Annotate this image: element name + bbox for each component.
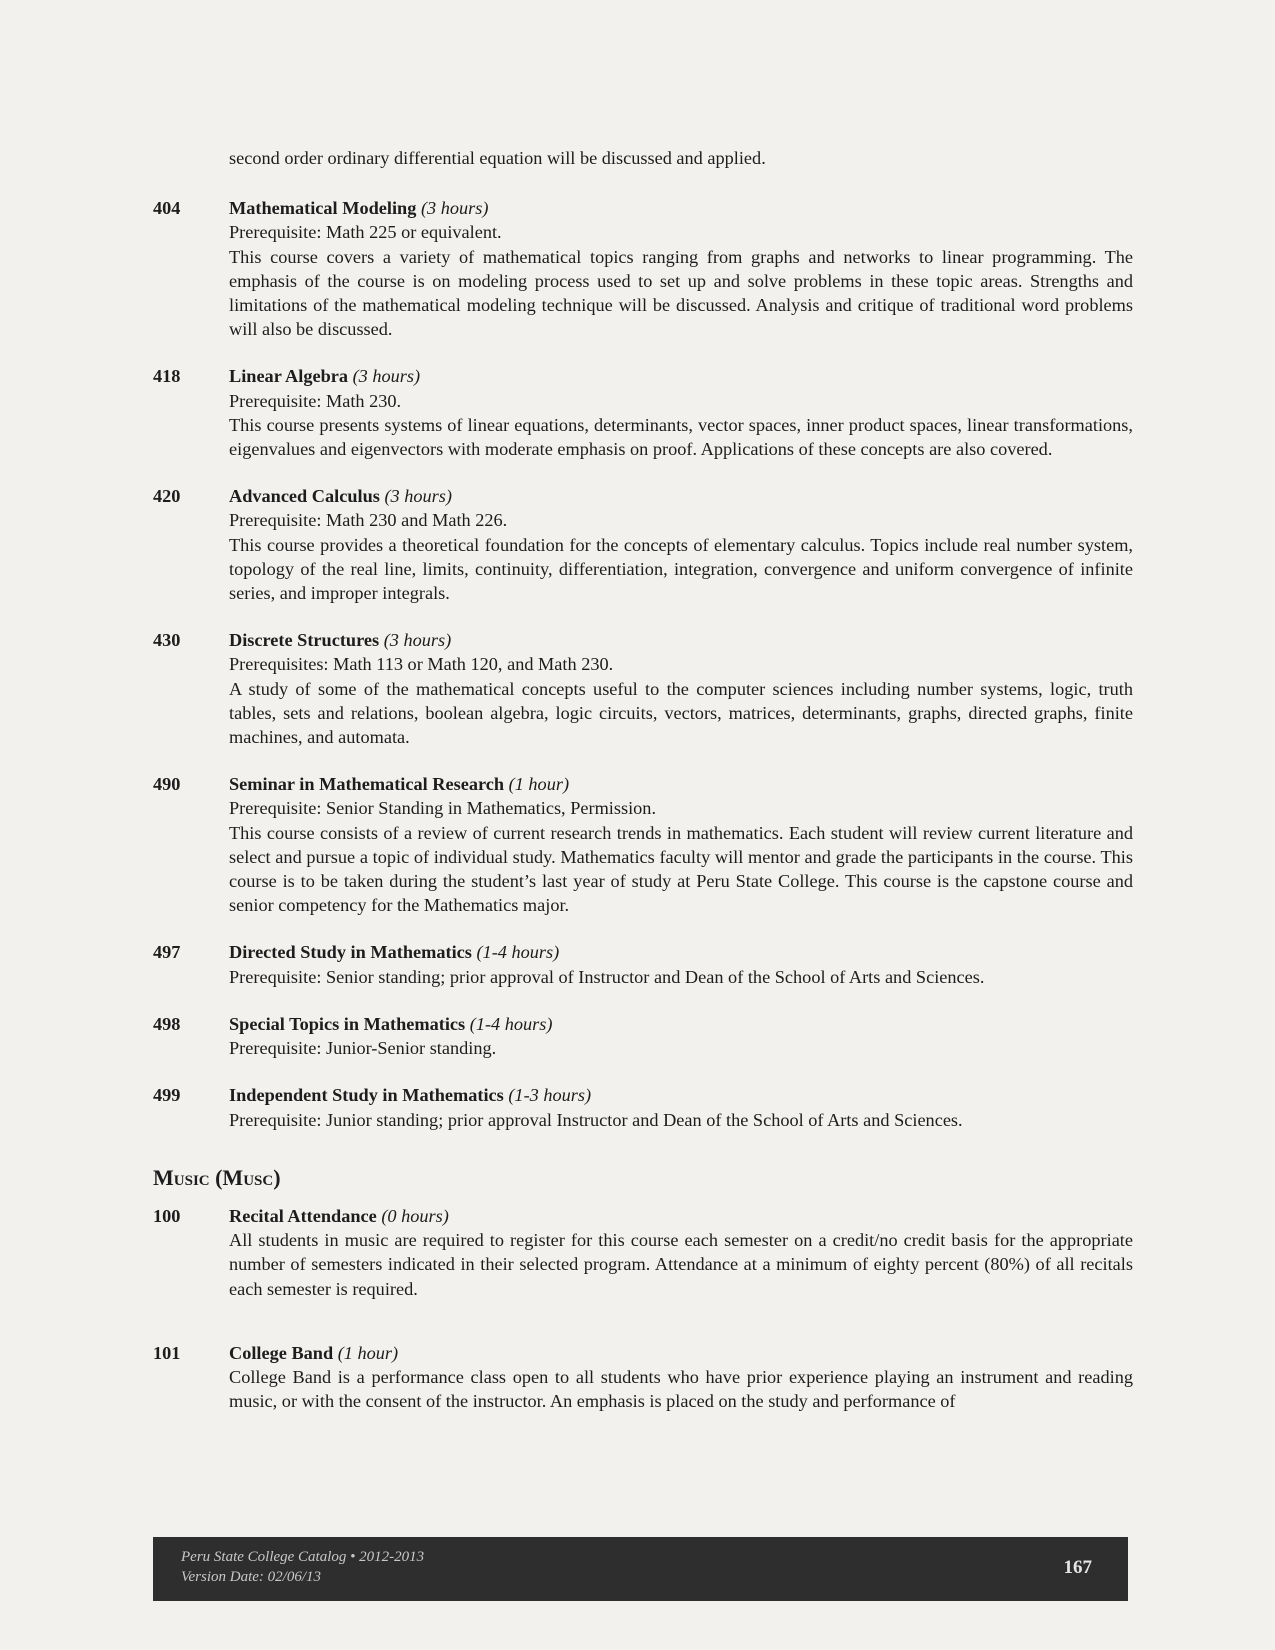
course-entry [153, 1012, 1133, 1060]
course-title: Mathematical Modeling [229, 198, 417, 219]
course-prereq: Prerequisite: Math 230 and Math 226. [229, 510, 508, 531]
course-number: 430 [153, 630, 181, 651]
course-title: Independent Study in Mathematics [229, 1085, 504, 1106]
course-number: 498 [153, 1013, 181, 1034]
course-description: A study of some of the mathematical concepts useful to the computer sciences including number systems, logic, truth tables, sets and relations, boolean algebra, logic circuits, vectors, matrices, determinants, graphs, directed graphs, finite machines, and automata. [229, 678, 1133, 748]
course-entry [153, 196, 1133, 341]
course-number: 499 [153, 1085, 181, 1106]
course-hours: (1 hour) [337, 1342, 399, 1363]
course-entry [153, 1204, 1133, 1301]
course-prereq: Prerequisite: Junior standing; prior approval Instructor and Dean of the School of Arts and Sciences. [229, 1109, 963, 1130]
course-title: Advanced Calculus [229, 486, 380, 507]
course-description: College Band is a performance class open to all students who have prior experience playing an instrument and reading music, or with the consent of the instructor. An emphasis is placed on the study and performance of [229, 1366, 1133, 1412]
course-hours: (3 hours) [383, 630, 452, 651]
course-number: 100 [153, 1205, 181, 1226]
course-title: Special Topics in Mathematics [229, 1013, 466, 1034]
page-number: 167 [1063, 1557, 1092, 1578]
course-number: 418 [153, 366, 181, 387]
continuation-text: second order ordinary differential equation will be discussed and applied. [229, 148, 766, 168]
course-entry [153, 628, 1133, 749]
course-hours: (3 hours) [352, 366, 421, 387]
course-prereq: Prerequisites: Math 113 or Math 120, and Math 230. [229, 654, 614, 675]
course-entry [153, 1341, 1133, 1414]
course-number: 497 [153, 942, 181, 963]
course-hours: (1 hour) [508, 774, 570, 795]
course-entry [153, 1083, 1133, 1131]
course-hours: (1-3 hours) [508, 1085, 592, 1106]
course-number: 101 [153, 1342, 181, 1363]
course-title: Recital Attendance [229, 1205, 377, 1226]
course-hours: (1-4 hours) [476, 942, 560, 963]
course-number: 490 [153, 774, 181, 795]
page-content [153, 146, 1133, 1436]
course-title: Linear Algebra [229, 366, 348, 387]
course-prereq: Prerequisite: Math 225 or equivalent. [229, 222, 502, 243]
course-entry [153, 772, 1133, 917]
course-number: 404 [153, 198, 181, 219]
course-hours: (0 hours) [381, 1205, 449, 1226]
course-prereq: Prerequisite: Senior Standing in Mathematics, Permission. [229, 798, 657, 819]
course-entry [153, 364, 1133, 461]
course-description: All students in music are required to register for this course each semester on a credit/no credit basis for the appropriate number of semesters indicated in their selected program. Attendance at a minimum of eighty percent (80%) of all recitals each semester is required. [229, 1230, 1133, 1299]
course-title: Directed Study in Mathematics [229, 942, 472, 963]
course-entry [153, 484, 1133, 605]
footer-catalog-title: Peru State College Catalog • 2012-2013 [181, 1549, 425, 1565]
course-prereq: Prerequisite: Senior standing; prior approval of Instructor and Dean of the School of Arts and Sciences. [229, 966, 985, 987]
course-hours: (3 hours) [384, 486, 452, 507]
course-title: Discrete Structures [229, 630, 380, 651]
course-title: College Band [229, 1342, 334, 1363]
page-footer [153, 1537, 1128, 1601]
course-hours: (1-4 hours) [469, 1013, 553, 1034]
course-entry [153, 940, 1133, 988]
course-title: Seminar in Mathematical Research [229, 774, 505, 795]
section-heading-music: Music (Musc) [153, 1164, 281, 1190]
course-hours: (3 hours) [420, 198, 489, 219]
course-description: This course presents systems of linear equations, determinants, vector spaces, inner product spaces, linear transformations, eigenvalues and eigenvectors with moderate emphasis on proof. Applications of these concepts are also covered. [229, 414, 1133, 460]
course-description: This course consists of a review of current research trends in mathematics. Each student will review current literature and select and pursue a topic of individual study. Mathematics faculty will mentor and grade the participants in the course. This course is to be taken during the student’s last year of study at Peru State College. This course is the capstone course and senior competency for the Mathematics major. [229, 822, 1133, 916]
course-number: 420 [153, 486, 181, 507]
course-description: This course covers a variety of mathematical topics ranging from graphs and networks to linear programming. The emphasis of the course is on modeling process used to set up and solve problems in these topic areas. Strengths and limitations of the mathematical modeling technique will be discussed. Analysis and critique of traditional word problems will also be discussed. [229, 246, 1133, 340]
course-prereq: Prerequisite: Junior-Senior standing. [229, 1038, 497, 1059]
course-description: This course provides a theoretical foundation for the concepts of elementary calculus. Topics include real number system, topology of the real line, limits, continuity, differentiation, integration, convergence and uniform convergence of infinite series, and improper integrals. [229, 534, 1133, 604]
course-prereq: Prerequisite: Math 230. [229, 390, 402, 411]
footer-version-date: Version Date: 02/06/13 [181, 1569, 321, 1585]
